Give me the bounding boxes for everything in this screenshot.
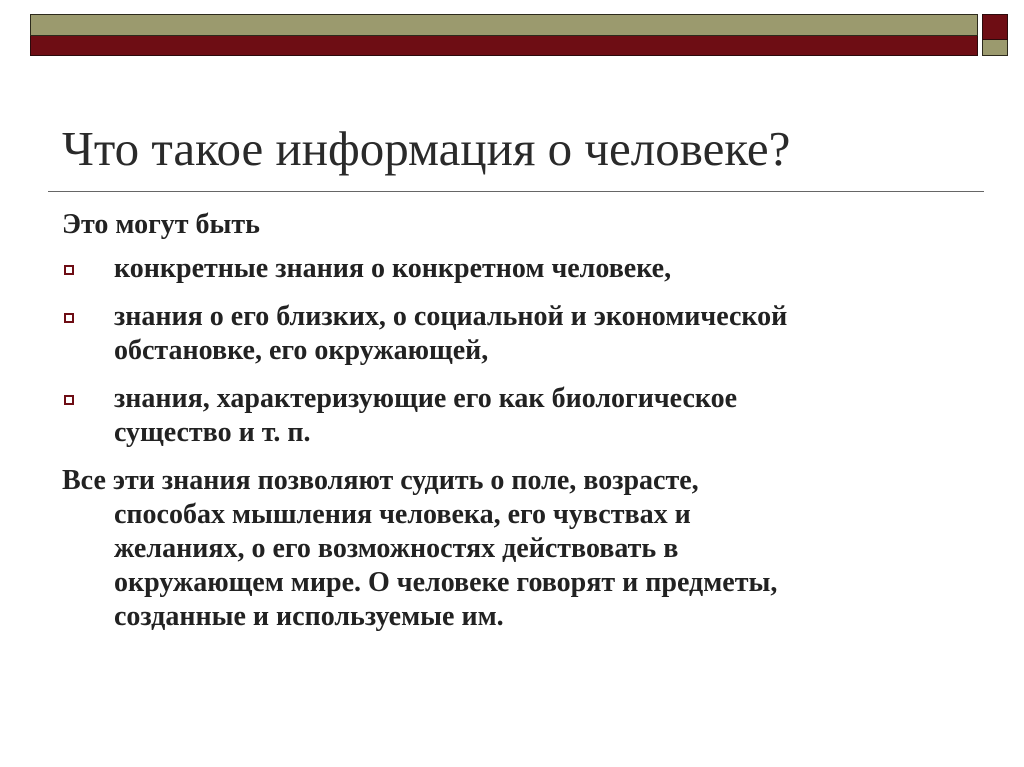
bullet-item (62, 382, 972, 450)
header-square-maroon (982, 14, 1008, 40)
slide-title: Что такое информация о человеке? (62, 121, 791, 176)
summary-line: созданные и используемые им. (114, 601, 504, 632)
bullet-text: знания, характеризующие его как биологическое (114, 383, 738, 414)
summary-paragraph (62, 464, 972, 634)
hollow-square-bullet-icon (64, 265, 74, 275)
header-square-olive (982, 40, 1008, 56)
summary-line: способах мышления человека, его чувствах и (114, 499, 691, 530)
bullet-text: конкретные знания о конкретном человеке, (114, 253, 672, 284)
slide-content (62, 208, 972, 634)
title-divider (48, 191, 984, 192)
bullet-list (62, 252, 972, 450)
intro-text: Это могут быть (62, 209, 260, 240)
bullet-text: существо и т. п. (114, 417, 311, 448)
summary-line: окружающем мире. О человеке говорят и предметы, (114, 567, 778, 598)
header-bar-maroon (30, 36, 978, 56)
summary-line: Все эти знания позволяют судить о поле, возрасте, (62, 465, 699, 496)
bullet-item (62, 300, 972, 368)
bullet-text: знания о его близких, о социальной и экономической (114, 301, 788, 332)
header-bar-olive (30, 14, 978, 36)
hollow-square-bullet-icon (64, 313, 74, 323)
bullet-text: обстановке, его окружающей, (114, 335, 489, 366)
summary-line: желаниях, о его возможностях действовать в (114, 533, 679, 564)
hollow-square-bullet-icon (64, 395, 74, 405)
bullet-item (62, 252, 972, 286)
